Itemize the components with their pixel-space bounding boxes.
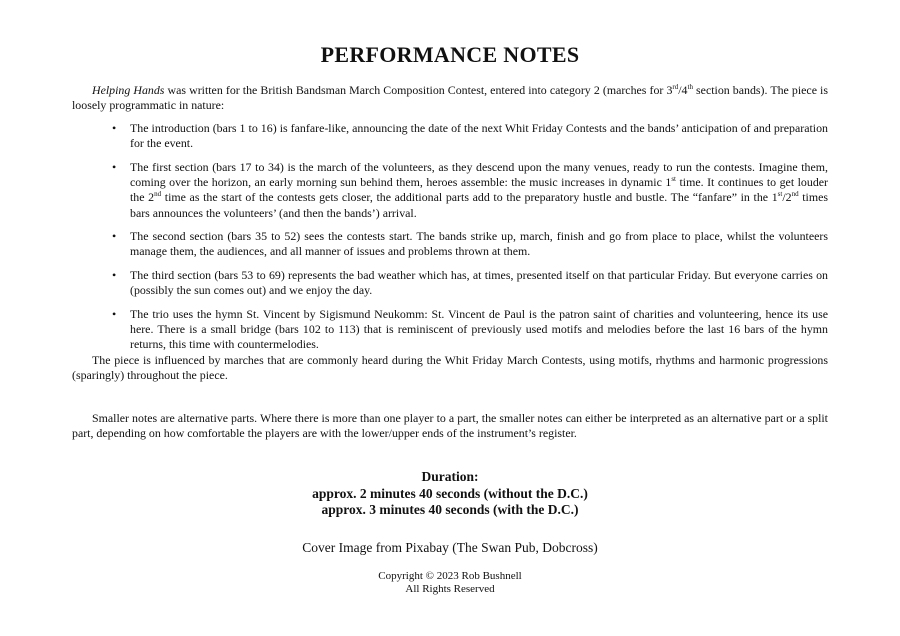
bullet-text: The second section (bars 35 to 52) sees the contests start. The bands strike up, march, finish and go from place to place, whilst the volunteers manage them, the audiences, and all manner of issues and problems thrown at them. [130, 229, 828, 259]
cover-image-credit: Cover Image from Pixabay (The Swan Pub, Dobcross) [302, 540, 598, 555]
bullet-first-section [72, 160, 828, 221]
sup-st: st [777, 190, 783, 199]
intro-text-b: /4 [678, 83, 688, 97]
bullet-text: /2 [782, 190, 792, 205]
duration-heading: Duration: [421, 469, 479, 484]
bullet-text: time. It continues to get louder the 2 [130, 175, 828, 205]
smaller-notes-paragraph: Smaller notes are alternative parts. Where there is more than one player to a part, the smaller notes can either be interpreted as an alternative part or a split part, depending on how comfortable the players are with the lower/upper ends of the instrument’s register. [72, 411, 828, 441]
bullet-dot: • [112, 307, 117, 322]
duration-with-dc: approx. 3 minutes 40 seconds (with the D.C.) [321, 502, 579, 517]
rights-line: All Rights Reserved [405, 583, 495, 595]
bullet-dot: • [112, 159, 117, 174]
sup-nd: nd [154, 190, 162, 199]
duration-block [0, 469, 900, 519]
bullet-text: The trio uses the hymn St. Vincent by Sigismund Neukomm: St. Vincent de Paul is the patron saint of charities and volunteering, hence its use here. There is a small bridge (bars 102 to 113) that is reminiscent of previously used motifs and melodies before the last 16 bars of the hymn returns, this time with countermelodies. [130, 307, 828, 352]
sup-st: st [671, 175, 676, 184]
bullet-introduction [72, 121, 828, 151]
section-bullet-list [72, 121, 828, 361]
bullet-dot: • [112, 268, 117, 283]
influence-paragraph: The piece is influenced by marches that are commonly heard during the Whit Friday March Contests, using motifs, rhythms and harmonic progressions (sparingly) throughout the piece. [72, 353, 828, 383]
bullet-second-section [72, 229, 828, 259]
bullet-text: The first section (bars 17 to 34) is the march of the volunteers, as they descend upon the many venues, ready to run the contests. Imagine them, coming over the horizon, an early morning sun behind them, heroes assemble: the music increases in dynamic 1 [130, 159, 828, 190]
bullet-dot: • [112, 121, 117, 135]
bullet-third-section [72, 268, 828, 298]
sup-nd: nd [791, 190, 799, 199]
copyright-line: Copyright © 2023 Rob Bushnell [378, 570, 522, 582]
bullet-text: The introduction (bars 1 to 16) is fanfare-like, announcing the date of the next Whit Friday Contests and the bands’ anticipation of and preparation for the event. [130, 121, 828, 151]
intro-text-a: was written for the British Bandsman March Composition Contest, entered into category 2 (marches for 3 [164, 83, 673, 97]
intro-sup-th: th [687, 83, 693, 92]
duration-without-dc: approx. 2 minutes 40 seconds (without the D.C.) [312, 485, 588, 501]
bullet-trio [72, 307, 828, 353]
work-title: Helping Hands [92, 83, 165, 97]
intro-paragraph [72, 83, 828, 113]
bullet-text: times bars announces the volunteers’ (and then the bands’) arrival. [130, 190, 828, 220]
page-title: PERFORMANCE NOTES [320, 42, 580, 67]
copyright-block [0, 570, 900, 596]
intro-text-c: section bands). The piece is loosely programmatic in nature: [72, 83, 828, 113]
bullet-dot: • [112, 229, 117, 244]
intro-sup-rd: rd [672, 83, 679, 92]
bullet-text: The third section (bars 53 to 69) represents the bad weather which has, at times, presented itself on that particular Friday. But everyone carries on (possibly the sun comes out) and we enjoy the day. [130, 268, 828, 298]
bullet-text: time as the start of the contests gets closer, the additional parts add to the preparatory hustle and bustle. The “fanfare” in the 1 [161, 190, 778, 205]
